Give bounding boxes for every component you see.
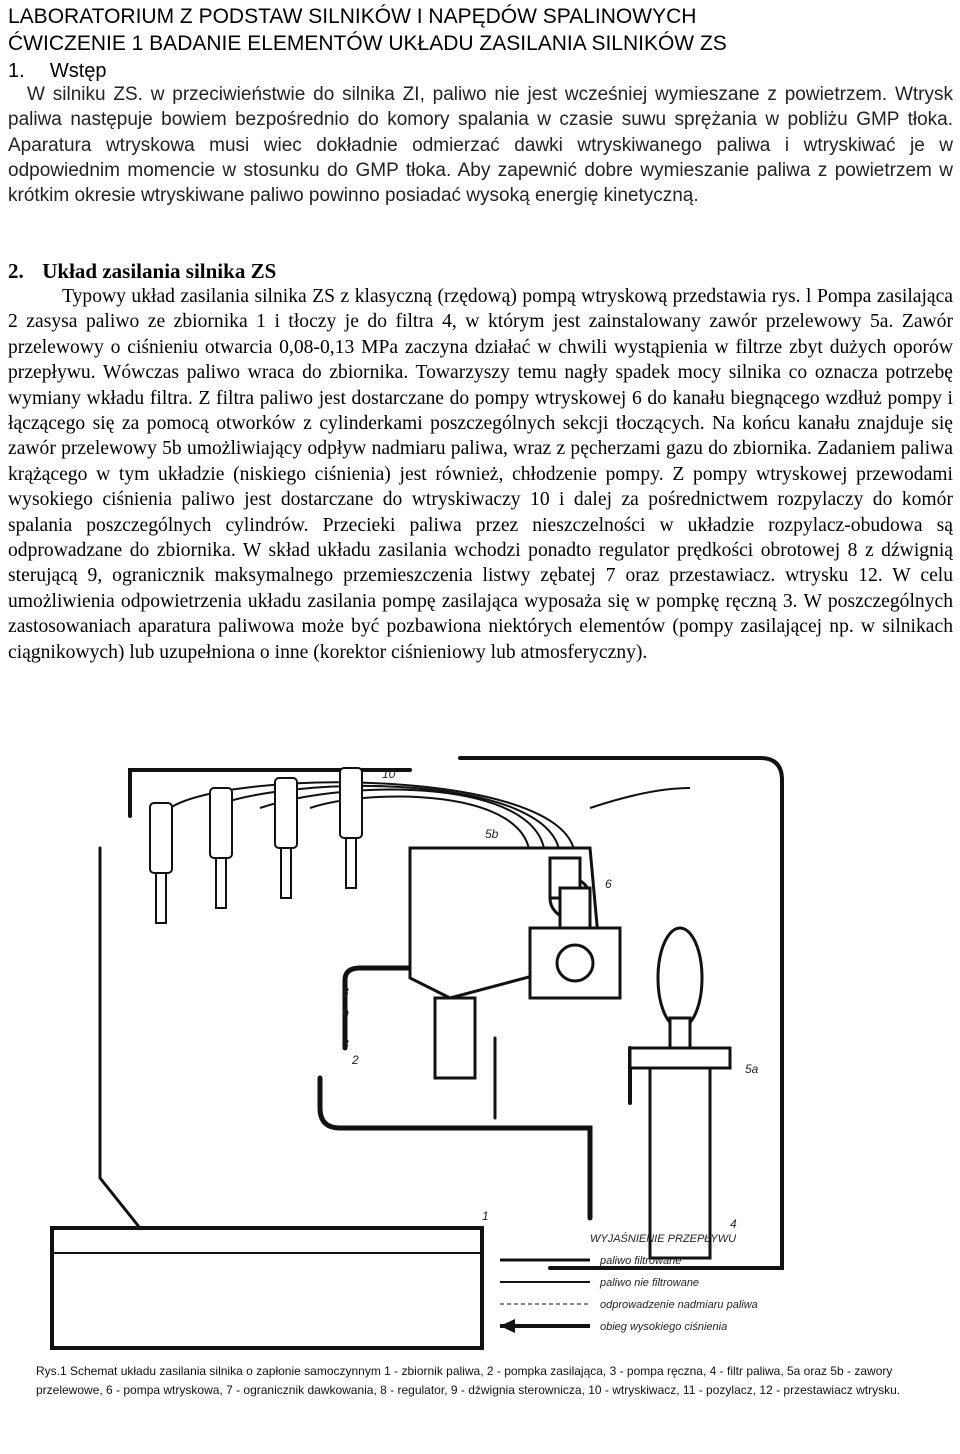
section-1-number: 1. — [8, 60, 25, 82]
supply-line-filter — [320, 1078, 590, 1218]
label-4: 4 — [730, 1217, 737, 1231]
fuel-system-schematic — [30, 748, 940, 1362]
label-5a: 5a — [745, 1062, 759, 1076]
legend-item-4: obieg wysokiego ciśnienia — [600, 1321, 728, 1333]
legend-item-3: odprowadzenie nadmiaru paliwa — [600, 1299, 758, 1311]
label-5b: 5b — [485, 827, 499, 841]
document-title-line-2: ĆWICZENIE 1 BADANIE ELEMENTÓW UKŁADU ZASILANIA SILNIKÓW ZS — [8, 32, 727, 55]
section-2-paragraph — [8, 284, 953, 665]
fuel-filter — [630, 1018, 730, 1258]
fuel-system-figure — [30, 748, 940, 1362]
section-2-text: Typowy układ zasilania silnika ZS z klasyczną (rzędową) pompą wtryskową przedstawia rys. l Pompa zasilająca 2 zasysa paliwo ze zbiornika 1 i tłoczy je do filtra 4, w którym jest zainstalowany zawór przelewowy 5a. Zawór przelewowy o ciśnieniu otwarcia 0,08-0,13 MPa zaczyna działać w chwili wystąpienia w filtrze zbyt dużych oporów przepływu. Wówczas paliwo wraca do zbiornika. Towarzyszy temu nagły spadek mocy silnika co oznacza potrzebę wymiany wkładu filtra. Z filtra paliwo jest dostarczane do pompy wtryskowej 6 do kanału biegnącego wzdłuż pompy i łączącego się za pomocą otworków z cylinderkami poszczególnych sekcji tłoczących. Na końcu kanału znajduje się zawór przelewowy 5b umożliwiający odpływ nadmiaru paliwa, wraz z pęcherzami gazu do zbiornika. Zadaniem paliwa krążącego w tym układzie (niskiego ciśnienia) jest również, chłodzenie pompy. Z pompy wtryskowej przewodami wysokiego ciśnienia paliwo jest dostarczane do wtryskiwaczy 10 i dalej za pośrednictwem rozpylaczy do komór spalania poszczególnych cylindrów. Przecieki paliwa przez nieszczelności w układzie rozpylacz-obudowa są odprowadzane do zbiornika. W skład układu zasilania wchodzi ponadto regulator prędkości obrotowej 8 z dźwignią sterującą 9, ogranicznik maksymalnego przemieszczenia listwy zębatej 7 oraz przestawiacz. wtrysku 12. W celu umożliwienia odpowietrzenia układu zasilania pompę zasilająca wyposaża się w pompkę ręczną 3. W poszczególnych zastosowaniach aparatura paliwowa może być pozbawiona niektórych elementów (pompy zasilającej np. w silnikach ciągnikowych) lub uzupełniona o inne (korektor ciśnieniowy lub atmosferyczny). — [8, 286, 953, 663]
label-2: 2 — [352, 1053, 359, 1067]
label-9: 9 — [342, 1007, 349, 1021]
section-2-number: 2. — [8, 259, 24, 283]
fuel-tank — [52, 1228, 482, 1348]
label-1: 1 — [482, 1209, 489, 1223]
return-line-right — [460, 758, 782, 1268]
label-6: 6 — [605, 877, 612, 891]
legend-item-1: paliwo filtrowane — [600, 1255, 682, 1267]
document-title-line-1: LABORATORIUM Z PODSTAW SILNIKÓW I NAPĘDÓW SPALINOWYCH — [8, 5, 697, 28]
flow-legend — [500, 1232, 758, 1333]
section-1-paragraph — [8, 82, 953, 208]
return-line-left — [100, 848, 140, 1228]
label-3: 3 — [342, 1037, 349, 1051]
hp-line-5 — [590, 788, 690, 808]
section-1-heading — [8, 58, 107, 84]
label-8: 8 — [342, 985, 349, 999]
label-10: 10 — [382, 767, 396, 781]
section-2-heading — [8, 258, 276, 284]
injectors — [150, 768, 362, 923]
legend-item-2: paliwo nie filtrowane — [600, 1277, 700, 1289]
figure-caption: Rys.1 Schemat układu zasilania silnika o zapłonie samoczynnym 1 - zbiornik paliwa, 2 - pompka zasilająca, 3 - pompa ręczna, 4 - filtr paliwa, 5a oraz 5b - zawory przelewowe, 6 - pompa wtryskowa, 7 - ogranicznik dawkowania, 8 - regulator, 9 - dźwignia sterownicza, 10 - wtryskiwacz, 11 - pozylacz, 12 - przestawiacz wtrysku. — [36, 1364, 901, 1397]
section-1-title: Wstęp — [49, 60, 107, 82]
section-2-title: Układ zasilania silnika ZS — [42, 259, 277, 283]
legend-title: WYJAŚNIENIE PRZEPŁYWU — [590, 1233, 737, 1245]
section-1-text: W silniku ZS. w przeciwieństwie do silnika ZI, paliwo nie jest wcześniej wymieszane z powietrzem. Wtrysk paliwa następuje bowiem bezpośrednio do komory spalania w czasie suwu sprężania w pobliżu GMP tłoka. Aparatura wtryskowa musi wiec dokładnie odmierzać dawki wtryskiwanego paliwa i wtryskiwać je w odpowiednim momencie w stosunku do GMP tłoka. Aby zapewnić dobre wymieszanie paliwa z powietrzem w krótkim okresie wtryskiwane paliwo powinno posiadać wysoką energię kinetyczną. — [8, 84, 953, 207]
